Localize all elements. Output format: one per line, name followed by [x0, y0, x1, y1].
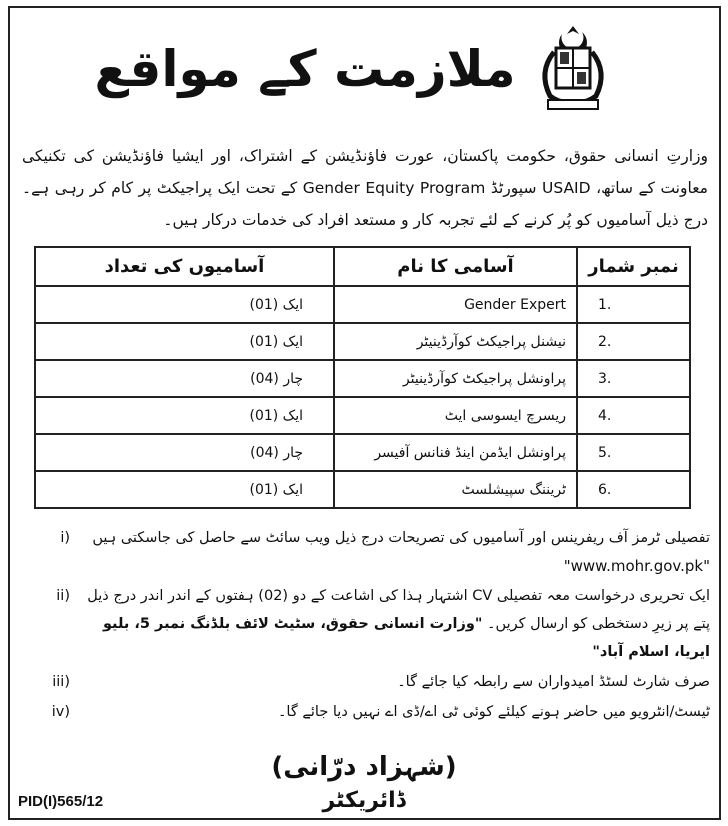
- ad-title: ملازمت کے مواقع: [94, 40, 516, 98]
- note-item: [30, 698, 710, 726]
- note-index: i): [60, 530, 70, 546]
- table-row: [35, 397, 690, 434]
- signatory-designation: ڈائریکٹر: [322, 788, 406, 813]
- table-header-row: [35, 247, 690, 286]
- note-index: iv): [51, 704, 70, 720]
- count-cell: چار (04): [35, 434, 334, 471]
- count-cell: ایک (01): [35, 397, 334, 434]
- table-row: [35, 471, 690, 508]
- table-row: [35, 434, 690, 471]
- note-index: iii): [52, 674, 70, 690]
- note-text: ایک تحریری درخواست معہ تفصیلی CV اشتہار ہذا کی اشاعت کے دو (02) ہفتوں کے اندر اندر درج ذیل پتے پر زیرِ دستخطی کو ارسال کریں۔: [87, 588, 710, 632]
- post-cell: پراونشل پراجیکٹ کوآرڈینیٹر: [334, 360, 577, 397]
- serial-cell: 6.: [577, 471, 690, 508]
- header-post: آسامی کا نام: [334, 247, 577, 286]
- intro-paragraph: وزارتِ انسانی حقوق، حکومت پاکستان، عورت فاؤنڈیشن کے اشتراک، اور ایشیا فاؤنڈیشن کی تکنیکی معاونت کے ساتھ، USAID سپورٹڈ Gender Equity Program کے تحت ایک پراجیکٹ پر کام کر رہی ہے۔ درج ذیل آسامیوں کو پُر کرنے کے لئے تجربہ کار و مستعد افراد کی خدمات درکار ہیں۔: [22, 147, 708, 229]
- notes-list: [30, 524, 710, 728]
- header-serial: نمبر شمار: [577, 247, 690, 286]
- serial-cell: 4.: [577, 397, 690, 434]
- note-item: [30, 668, 710, 696]
- note-text: صرف شارٹ لسٹڈ امیدواران سے رابطہ کیا جائے گا۔: [397, 674, 710, 690]
- post-cell: ٹریننگ سپیشلسٹ: [334, 471, 577, 508]
- count-cell: ایک (01): [35, 323, 334, 360]
- serial-cell: 5.: [577, 434, 690, 471]
- note-item: [30, 582, 710, 666]
- post-cell: ریسرچ ایسوسی ایٹ: [334, 397, 577, 434]
- post-cell: نیشنل پراجیکٹ کوآرڈینیٹر: [334, 323, 577, 360]
- signatory-name: (شہزاد درّانی): [271, 752, 457, 782]
- count-cell: ایک (01): [35, 471, 334, 508]
- note-item: [30, 524, 710, 580]
- table-row: [35, 323, 690, 360]
- pid-number: PID(I)565/12: [18, 793, 104, 810]
- government-emblem-icon: [532, 22, 614, 114]
- note-index: ii): [56, 588, 70, 604]
- count-cell: چار (04): [35, 360, 334, 397]
- serial-cell: 1.: [577, 286, 690, 323]
- serial-cell: 3.: [577, 360, 690, 397]
- count-cell: ایک (01): [35, 286, 334, 323]
- post-cell: Gender Expert: [334, 286, 577, 323]
- post-cell: پراونشل ایڈمن اینڈ فنانس آفیسر: [334, 434, 577, 471]
- serial-cell: 2.: [577, 323, 690, 360]
- website-link[interactable]: "www.mohr.gov.pk": [563, 557, 710, 575]
- note-text: تفصیلی ٹرمز آف ریفرینس اور آسامیوں کی تصریحات درج ذیل ویب سائٹ سے حاصل کی جاسکتی ہیں: [92, 530, 710, 546]
- table-row: [35, 360, 690, 397]
- header-count: آسامیوں کی تعداد: [35, 247, 334, 286]
- vacancies-table: [34, 246, 691, 509]
- table-row: [35, 286, 690, 323]
- note-text: ٹیسٹ/انٹرویو میں حاضر ہونے کیلئے کوئی ٹی اے/ڈی اے نہیں دیا جائے گا۔: [277, 704, 710, 720]
- postal-address: "وزارت انسانی حقوق، سٹیٹ لائف بلڈنگ نمبر 5، بلیو ایریا، اسلام آباد": [102, 616, 710, 660]
